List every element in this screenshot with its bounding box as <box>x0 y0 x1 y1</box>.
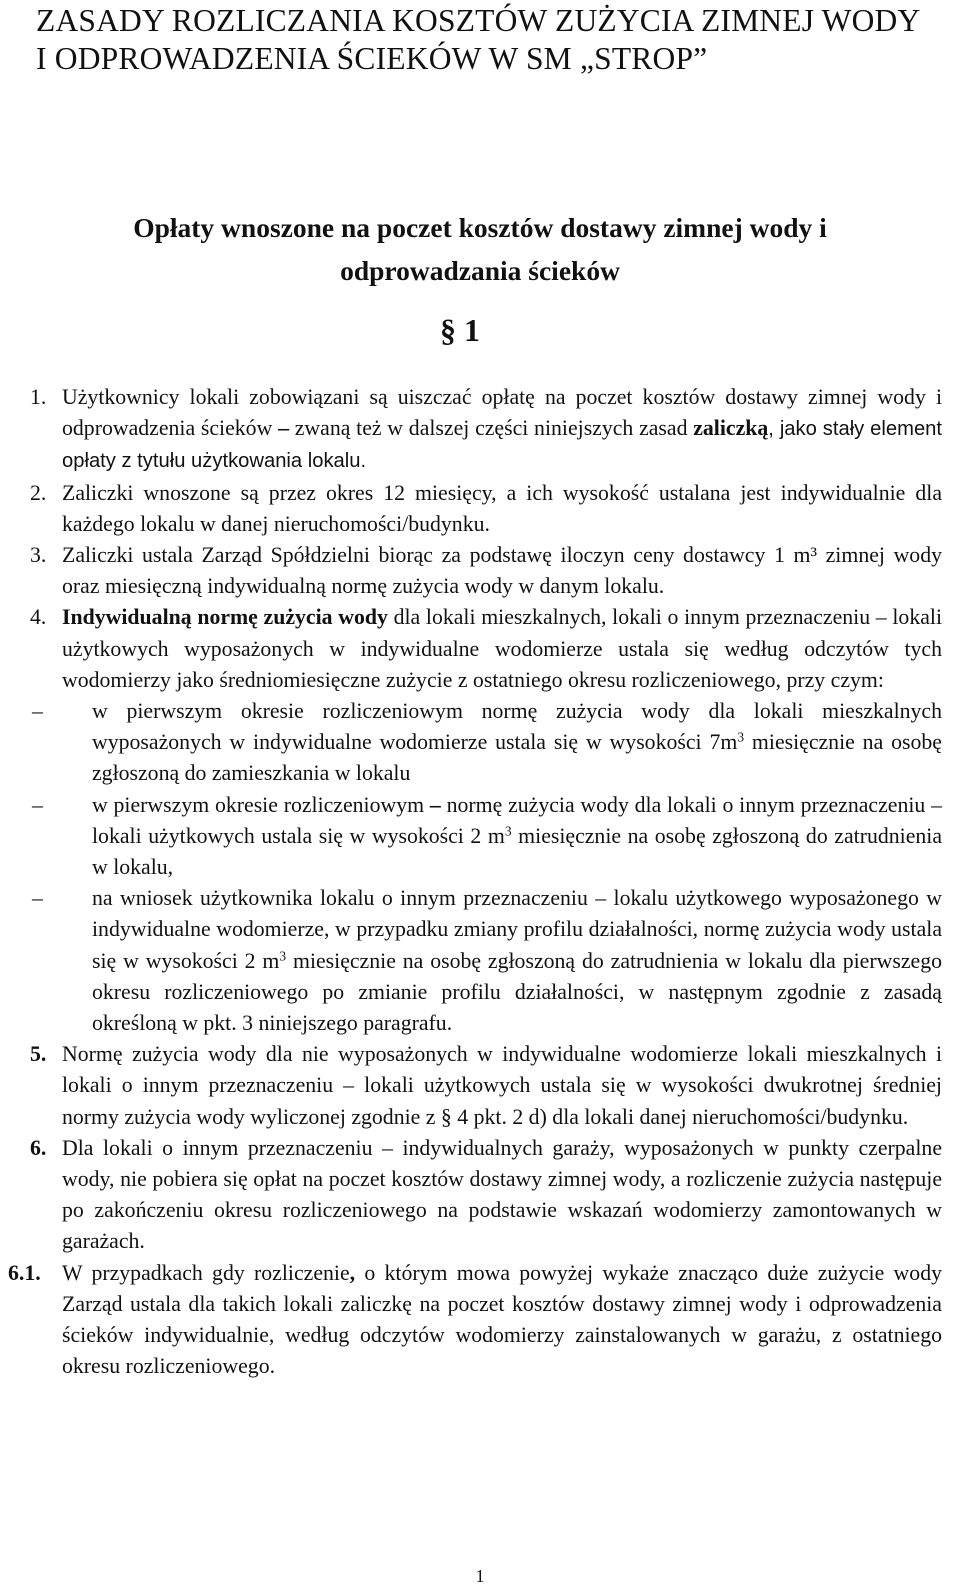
item-text: miesięcznie na osobę zgłoszoną do zamieszkania w lokalu <box>92 730 942 786</box>
dash-item-3 <box>62 883 942 1039</box>
list-item-3 <box>30 540 942 602</box>
dash-list <box>62 696 942 1039</box>
item-number: 4. <box>30 605 47 630</box>
item-dash: – <box>278 416 289 441</box>
item-text: w pierwszym okresie rozliczeniowym normę zużycia wody dla lokali mieszkalnych wyposażonych w indywidualne wodomierze ustala się w wysokości 7m <box>92 699 942 755</box>
item-text: zwaną też w dalszej części niniejszych zasad <box>288 416 694 441</box>
item-text: dla lokali mieszkalnych, lokali o innym przeznaczeniu – lokali użytkowych wyposażonych w indywidualne wodomierze ustala się według odczytów tych wodomierzy jako średniomiesięczne zużycie z ostatniego okresu rozliczeniowego, przy czym: <box>62 605 942 692</box>
item-bold-term: zaliczką <box>693 416 769 441</box>
item-number: 6.1. <box>8 1260 41 1285</box>
document-body <box>8 382 943 1383</box>
item-bold-term: Indywidualną normę zużycia wody <box>62 605 388 630</box>
item-text: Zaliczki ustala Zarząd Spółdzielni biorąc za podstawę iloczyn ceny dostawcy 1 m³ zimnej wody oraz miesięczną indywidualną normę zużycia wody w danym lokalu. <box>62 543 942 599</box>
page-number: 1 <box>475 1566 485 1586</box>
list-item-1 <box>30 382 942 478</box>
item-text: na wniosek użytkownika lokalu o innym przeznaczeniu – lokalu użytkowego wyposażonego w indywidualne wodomierze, w przypadku zmiany profilu działalności, normę zużycia wody ustala się w wysokości 2 m <box>92 886 942 973</box>
item-text: W przypadkach gdy rozliczenie <box>62 1260 350 1285</box>
list-item-2 <box>30 478 942 540</box>
item-comma: , <box>349 1260 356 1285</box>
item-text: w pierwszym okresie rozliczeniowym <box>92 792 430 817</box>
section-subtitle: Opłaty wnoszone na poczet kosztów dostawy zimnej wody i odprowadzania ścieków <box>133 212 827 286</box>
list-item-6-1 <box>8 1258 942 1383</box>
document-title: ZASADY ROZLICZANIA KOSZTÓW ZUŻYCIA ZIMNEJ WODY I ODPROWADZENIA ŚCIEKÓW W SM „STROP” <box>36 3 920 76</box>
list-item-4 <box>30 602 942 1039</box>
superscript: 3 <box>279 948 287 964</box>
dash-item-1 <box>62 696 942 790</box>
item-number: 6. <box>30 1135 47 1160</box>
list-item-6 <box>30 1133 942 1258</box>
item-number: 3. <box>30 543 47 568</box>
item-text: Zaliczki wnoszone są przez okres 12 miesięcy, a ich wysokość ustalana jest indywidualnie dla każdego lokalu w danej nieruchomości/budynku. <box>62 480 942 536</box>
superscript: 3 <box>504 823 512 839</box>
item-text: Użytkownicy lokali zobowiązani są uiszczać opłatę na poczet kosztów dostawy zimnej wody i odprowadzenia ścieków <box>62 385 942 441</box>
item-text: miesięcznie na osobę zgłoszoną do zatrudnienia w lokalu dla pierwszego okresu rozliczeniowego po zmianie profilu działalności, w następnym zgodnie z zasadą określoną w pkt. 3 niniejszego paragrafu. <box>92 948 942 1036</box>
item-text: Dla lokali o innym przeznaczeniu – indywidualnych garaży, wyposażonych w punkty czerpalne wody, nie pobiera się opłat na poczet kosztów dostawy zimnej wody, a rozliczenie zużycia następuje po zakończeniu okresu rozliczeniowego na podstawie wskazań wodomierzy zamontowanych w garażach. <box>62 1135 942 1254</box>
item-text: Normę zużycia wody dla nie wyposażonych w indywidualne wodomierze lokali mieszkalnych i lokali o innym przeznaczeniu – lokali użytkowych ustala się w wysokości dwukrotnej średniej normy zużycia wody wyliczonej zgodnie z § 4 pkt. 2 d) dla lokali danej nieruchomości/budynku. <box>62 1042 942 1129</box>
item-text: miesięcznie na osobę zgłoszoną do zatrudnienia w lokalu, <box>92 823 943 880</box>
item-number: 5. <box>30 1042 47 1067</box>
item-number: 1. <box>30 385 47 409</box>
item-number: 2. <box>30 480 47 505</box>
item-dash: – <box>429 792 441 817</box>
list-item-5 <box>30 1039 942 1133</box>
item-text: normę zużycia wody dla lokali o innym przeznaczeniu – lokali użytkowych ustala się w wysokości 2 m <box>92 792 942 848</box>
paragraph-sign: § 1 <box>440 312 480 348</box>
item-text: , jako stały element opłaty z tytułu użytkowania lokalu. <box>62 418 943 473</box>
superscript: 3 <box>737 729 745 745</box>
dash-item-2 <box>62 790 942 884</box>
item-text: o którym mowa powyżej wykaże znacząco duże zużycie wody Zarząd ustala dla takich lokali zaliczkę na poczet kosztów dostawy zimnej wody i odprowadzenia ścieków indywidualnie, według odczytów wodomierzy zainstalowanych w garażu, z ostatniego okresu rozliczeniowego. <box>62 1260 942 1379</box>
